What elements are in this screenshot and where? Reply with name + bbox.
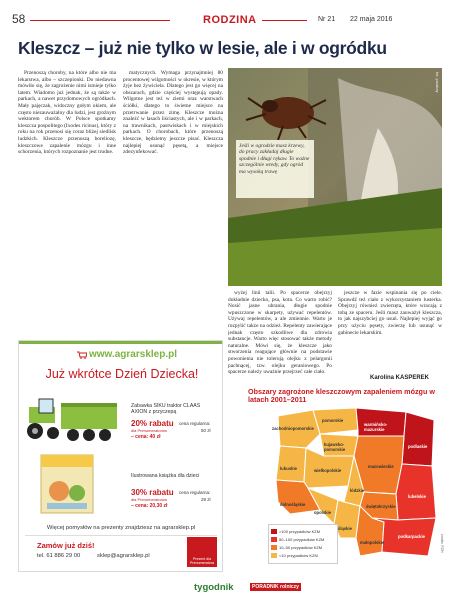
cart-icon — [77, 351, 87, 359]
map-label-wielkopolskie: wielkopolskie — [314, 468, 342, 473]
legend-swatch — [271, 553, 277, 558]
legend-swatch — [271, 545, 277, 550]
map-label-malopolskie: małopolskie — [360, 540, 385, 545]
ad-order-cta: Zamów już dziś! — [37, 541, 95, 550]
photo-caption-box — [236, 140, 314, 198]
product-1-old-price: 50 zł — [201, 428, 211, 433]
photo-credit: fot. pixabay — [435, 72, 440, 93]
book-image — [39, 453, 99, 515]
column-3-text: wyżej linii talii. Po spacerze obejrzyj dokładnie dziecko, psa, kota. Co warto robić? Nosić jasne ubrania, długie spodnie wpuszczone w skarpety, używać repelentów. Używaj repelentów, a ale zmiennie. Warto je rozpylić także na odzież. Repelenty zawierające jednak często szkodliwe dla zdrowia substancje. Warto więc stosować także metody naturalne. Mówi się, że kleszcze jako stworzenia reagujące głównie na podstawie powonienia nie tolerują olejku z pelargonii pachnącej, tzw. olejku geraniowego. Po spacerze należy uważnie przejrzeć całe ciało. — [228, 290, 332, 376]
product-1-price-label: cena regularna: — [179, 421, 211, 426]
page-number: 58 — [12, 12, 26, 26]
promo-badge-label: Prezent dla Prenumeratora — [190, 557, 214, 565]
issue-number: Nr 21 — [318, 16, 336, 23]
product-2-sub: dla Prenumeratorów — [131, 497, 168, 502]
map-label-podkarpackie: podkarpackie — [398, 534, 425, 539]
product-1-name: Zabawka SIKU traktor CLAAS AXION z przyczepą — [131, 403, 201, 415]
legend-label: >100 przypadków KZM — [279, 528, 321, 534]
product-1-sub: dla Prenumeratorów — [131, 428, 168, 433]
footer-logo-tygodnik: tygodnik — [194, 582, 234, 593]
article-column-2 — [123, 70, 223, 330]
map-label-swietokrzyskie: świętokrzyskie — [366, 504, 396, 509]
region-lubelskie — [396, 464, 436, 520]
section-label: RODZINA — [203, 14, 257, 26]
legend-label: 10–50 przypadków KZM — [279, 544, 323, 550]
legend-item — [271, 551, 335, 559]
column-2-text: matycznych. Wymaga przynajmniej 80 procentowej wilgotności w okresie, w którym żyje bez żywiciela. Dlatego jest go więcej na obszarach, gdzie częściej występują opady. Wilgotne jest też w ziemi oraz warstwach ściółki, dlatego to świetne miejsce na przetrwanie przez zimę. Kleszcze można znaleźć w lasach liściastych, ale i w parkach, na trawnikach, pastwiskach i w miejskich parkach. O chorobach, które przenoszą kleszcze, będziemy jeszcze pisać. Kleszcza najlepiej usunąć pęsetą, a miejsce zdezynfekować. — [123, 70, 223, 156]
article-author: Karolina KASPEREK — [370, 375, 430, 381]
map-credit: źródło: PZH — [440, 534, 444, 553]
map-legend — [268, 524, 338, 564]
ad-site-link[interactable]: www.agrarsklep.pl — [89, 349, 177, 360]
map-label-lubuskie: lubuskie — [280, 466, 297, 471]
map-label-opolskie: opolskie — [314, 510, 331, 515]
header-rule-right — [262, 20, 307, 21]
map-label-mazowieckie: mazowieckie — [368, 464, 394, 469]
ad-top-bar — [19, 341, 222, 344]
map-label-kujawsko: kujawsko-pomorskie — [324, 442, 346, 452]
legend-item — [271, 527, 335, 535]
article-column-1 — [18, 70, 116, 330]
legend-swatch — [271, 537, 277, 542]
product-2-price: – cena: 20,30 zł — [131, 503, 168, 509]
column-4-text: jeszcze w fazie wspinania się po ciele. Sprawdź też ciało z wykorzystaniem lusterka. Obejrzyj również zwierzęta, które wracają z tobą ze spaceru. Jeśli masz zauważył kleszcza, to jak najszybciej go usuń. Najlepiej wyjąć go przy użyciu pęsety, zwierzę lub usunąć w gabinecie lekarskim. — [338, 290, 442, 336]
map-section — [228, 384, 448, 572]
legend-label: 50–100 przypadków KZM — [279, 536, 325, 542]
region-lubuskie — [276, 446, 306, 482]
map-label-podlaskie: podlaskie — [408, 444, 428, 449]
legend-swatch — [271, 529, 277, 534]
map-label-zachodniopomorskie: zachodniopomorskie — [272, 426, 314, 431]
footer-logo-poradnik: PORADNIK rolniczy — [252, 584, 299, 590]
ad-email[interactable]: sklep@agrarsklep.pl — [97, 553, 150, 559]
promo-badge — [187, 537, 217, 567]
article-title: Kleszcz – już nie tylko w lesie, ale i w ogródku — [18, 38, 387, 58]
product-2-name: Ilustrowana książka dla dzieci — [131, 473, 200, 479]
tractor-toy-image — [25, 393, 119, 445]
map-label-dolnoslaskie: dolnośląskie — [280, 502, 306, 507]
issue-date: 22 maja 2016 — [350, 16, 393, 23]
ad-headline: Już wkrótce Dzień Dziecka! — [45, 367, 199, 381]
region-podlaskie — [402, 412, 434, 466]
agrarsklep-ad — [18, 340, 223, 572]
footer — [0, 578, 459, 600]
article-column-4 — [338, 290, 442, 370]
product-1-price: – cena: 40 zł — [131, 434, 161, 440]
legend-item — [271, 535, 335, 543]
product-2-price-label: cena regularna: — [179, 490, 211, 495]
legend-item — [271, 543, 335, 551]
photo-caption: Jeśli w ogrodzie masz krzewy, do pracy zakładaj długie spodnie i długi rękaw. To ważne szczególnie wtedy, gdy ogród ma wysoką trawę — [239, 143, 310, 175]
ad-more-link[interactable]: Więcej pomysłów na prezenty znajdziesz na agrarsklep.pl — [46, 525, 196, 531]
map-label-warminsko: warmińsko-mazurskie — [364, 422, 388, 432]
map-label-slaskie: śląskie — [338, 526, 352, 531]
map-title: Obszary zagrożone kleszczowym zapaleniem mózgu w latach 2001–2011 — [248, 387, 435, 404]
map-label-pomorskie: pomorskie — [322, 418, 344, 423]
column-1-text: Przenoszą choroby, na które albo nie ma lekarstwa, albo – szczepionki. Do niedawna mówiło się, że zagrożenie nimi istnieje tylko latem. Wiadomo już jednak, że są także w parkach, a nawet przydomowych ogródkach. Mały pajęczak, widoczny gołym okiem, ale często niezauważalny dla ludzi, jest groźnym wektorem chorób. W Polsce spotkamy kleszcza pospolitego (Ixodes ricinus), który z roku na rok przenosi się coraz bliżej siedlisk ludzkich. Kleszcze przenoszą boreliozę, kleszczowe zapalenie mózgu i inne schorzenia, których rozpoznanie jest trudne. — [18, 70, 116, 156]
ad-divider — [25, 535, 217, 536]
page-header — [0, 0, 459, 32]
legend-label: <10 przypadków KZM — [279, 552, 318, 558]
product-2-discount: 30% rabatu — [131, 488, 174, 497]
map-label-lubelskie: lubelskie — [408, 494, 426, 499]
article-photo — [228, 68, 442, 286]
product-2-old-price: 29 zł — [201, 497, 211, 502]
ad-phone[interactable]: tel. 61 886 29 00 — [37, 553, 81, 559]
map-label-lodzkie: łódzkie — [350, 488, 365, 493]
header-rule-left — [30, 20, 170, 21]
product-1-discount: 20% rabatu — [131, 419, 174, 428]
